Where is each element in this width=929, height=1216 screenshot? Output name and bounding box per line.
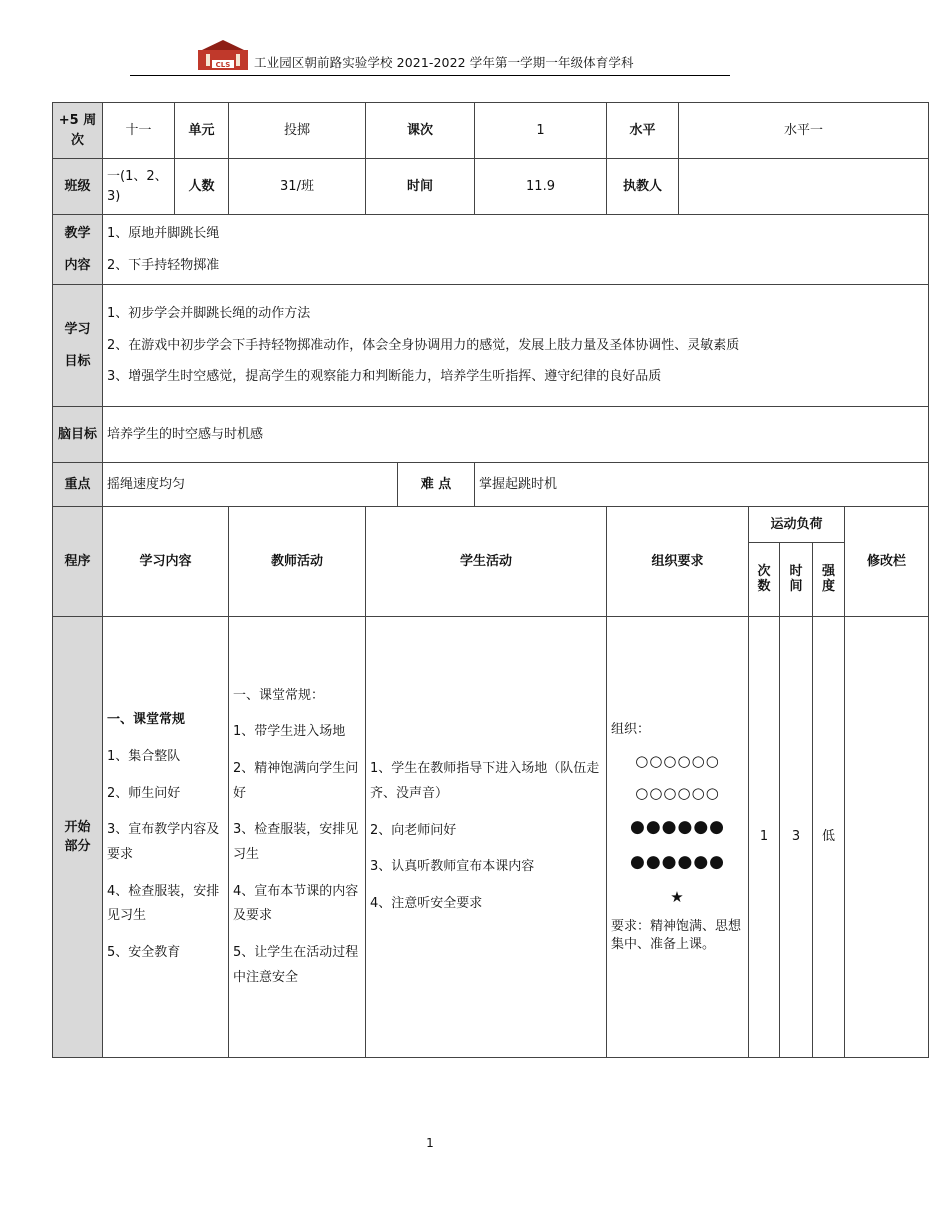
unit-value: 投掷 xyxy=(229,103,366,159)
teacher-label: 执教人 xyxy=(607,159,679,215)
class-label: 班级 xyxy=(53,159,103,215)
content-item: 2、下手持轻物掷准 xyxy=(107,257,220,273)
school-title: 工业园区朝前路实验学校 2021-2022 学年第一学期一年级体育学科 xyxy=(254,55,634,70)
col-times: 次数 xyxy=(757,564,771,594)
count-value: 31/班 xyxy=(229,159,366,215)
teacher-value xyxy=(679,159,929,215)
section-start-row xyxy=(53,617,929,1058)
org-requirement: 要求：精神饱满、思想集中、准备上课。 xyxy=(611,919,742,952)
content-label-top: 教学 xyxy=(64,226,91,241)
formation-row-filled: ●●●●●● xyxy=(630,816,726,837)
col-teacher: 教师活动 xyxy=(229,507,366,617)
key-label: 重点 xyxy=(53,463,103,507)
content-section-item: 4、检查服装，安排见习生 xyxy=(107,883,220,924)
brain-label: 脑目标 xyxy=(53,407,103,463)
time-value: 11.9 xyxy=(475,159,607,215)
week-label: +5 周次 xyxy=(53,103,103,159)
difficulty-label: 难 点 xyxy=(398,463,475,507)
student-activity-item: 2、向老师问好 xyxy=(370,822,457,838)
formation-row-hollow: ○○○○○○ xyxy=(635,784,720,803)
col-intensity: 强度 xyxy=(822,564,836,594)
teacher-activity-item: 1、带学生进入场地 xyxy=(233,724,346,740)
col-student: 学生活动 xyxy=(366,507,607,617)
school-logo xyxy=(196,38,250,72)
objectives-label-top: 学习 xyxy=(64,322,91,337)
week-value: 十一 xyxy=(103,103,175,159)
student-activity-item: 1、学生在教师指导下进入场地（队伍走齐、没声音） xyxy=(370,761,600,801)
unit-label: 单元 xyxy=(175,103,229,159)
student-activity-item: 4、注意听安全要求 xyxy=(370,896,483,912)
page-number: 1 xyxy=(426,1136,434,1150)
teacher-activity-item: 3、检查服装，安排见习生 xyxy=(233,822,359,862)
key-text: 摇绳速度均匀 xyxy=(103,463,398,507)
formation-row-hollow: ○○○○○○ xyxy=(635,751,720,770)
lesson-value: 1 xyxy=(475,103,607,159)
content-section-item: 5、安全教育 xyxy=(107,945,181,961)
col-load: 运动负荷 xyxy=(749,507,845,543)
col-revision: 修改栏 xyxy=(845,507,929,617)
brain-text: 培养学生的时空感与时机感 xyxy=(103,407,929,463)
difficulty-text: 掌握起跳时机 xyxy=(475,463,929,507)
col-duration: 时间 xyxy=(789,564,803,594)
content-section-item: 2、师生问好 xyxy=(107,785,181,801)
content-section-item: 3、宣布教学内容及要求 xyxy=(107,822,220,862)
revision-cell xyxy=(845,617,929,1058)
teacher-activity-item: 2、精神饱满向学生问好 xyxy=(233,760,359,801)
lesson-label: 课次 xyxy=(366,103,475,159)
key-row xyxy=(53,463,929,507)
page-header xyxy=(130,38,730,76)
content-section-title: 一、课堂常规 xyxy=(107,712,186,728)
objective-item: 2、在游戏中初步学会下手持轻物掷准动作，体会全身协调用力的感觉，发展上肢力量及圣体协调性、灵敏素质 xyxy=(107,337,740,353)
col-procedure: 程序 xyxy=(53,507,103,617)
level-value: 水平一 xyxy=(679,103,929,159)
objectives-label-bottom: 目标 xyxy=(64,353,91,369)
info-row-2 xyxy=(53,159,929,215)
load-times: 1 xyxy=(749,617,780,1058)
class-value: 一(1、2、3) xyxy=(103,159,175,215)
col-content: 学习内容 xyxy=(103,507,229,617)
objective-item: 1、初步学会并脚跳长绳的动作方法 xyxy=(107,306,311,322)
col-org: 组织要求 xyxy=(607,507,749,617)
content-label-bottom: 内容 xyxy=(64,257,91,273)
teacher-activity-item: 4、宣布本节课的内容及要求 xyxy=(233,883,359,924)
content-item: 1、原地并脚跳长绳 xyxy=(107,226,220,241)
load-duration: 3 xyxy=(780,617,813,1058)
svg-text:CLS: CLS xyxy=(215,61,231,69)
content-section-item: 1、集合整队 xyxy=(107,748,181,764)
level-label: 水平 xyxy=(607,103,679,159)
content-row xyxy=(53,215,929,285)
org-label: 组织： xyxy=(611,722,651,738)
teacher-star-icon: ★ xyxy=(670,887,685,906)
info-row-1 xyxy=(53,103,929,159)
student-activity-item: 3、认真听教师宣布本课内容 xyxy=(370,859,535,875)
brain-row xyxy=(53,407,929,463)
formation-row-filled: ●●●●●● xyxy=(630,852,726,873)
count-label: 人数 xyxy=(175,159,229,215)
load-intensity: 低 xyxy=(813,617,845,1058)
section-name: 开始部分 xyxy=(64,819,91,854)
teacher-activity-item: 5、让学生在活动过程中注意安全 xyxy=(233,945,359,985)
lesson-plan-table xyxy=(52,102,929,1058)
teacher-section-title: 一、课堂常规： xyxy=(233,687,325,703)
time-label: 时间 xyxy=(366,159,475,215)
objective-item: 3、增强学生时空感觉，提高学生的观察能力和判断能力，培养学生听指挥、遵守纪律的良好品质 xyxy=(107,369,662,385)
objectives-row xyxy=(53,285,929,407)
column-header-row xyxy=(53,507,929,543)
